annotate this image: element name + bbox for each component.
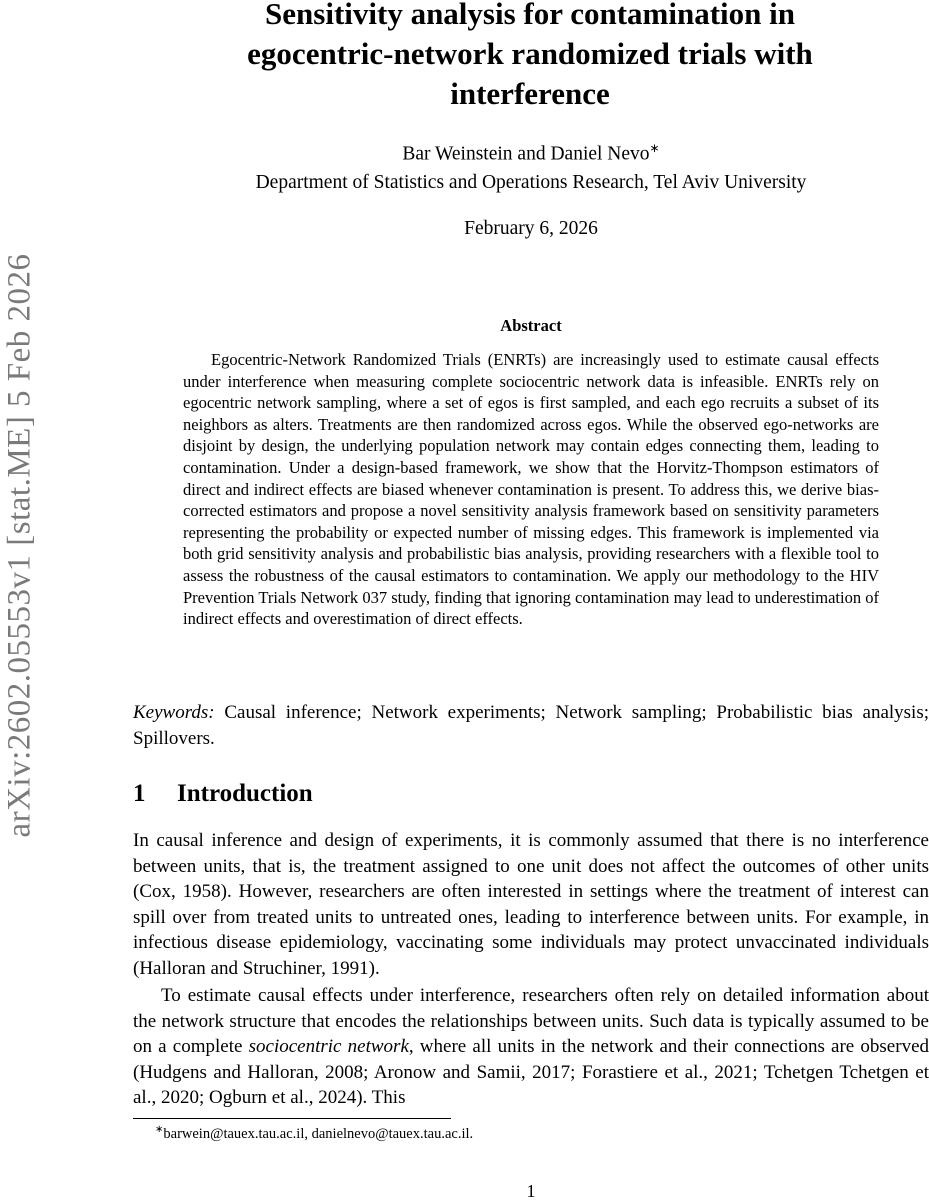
section-heading-introduction <box>133 780 929 808</box>
title-line-1: Sensitivity analysis for contamination in <box>265 0 795 31</box>
title-line-2: egocentric-network randomized trials with <box>247 36 813 71</box>
footnote-text: barwein@tauex.tau.ac.il, danielnevo@tauex.tau.ac.il. <box>163 1125 474 1142</box>
authors: Bar Weinstein and Daniel Nevo <box>402 143 650 165</box>
keywords-text: Causal inference; Network experiments; Network sampling; Probabilistic bias analysis; Spillovers. <box>133 702 929 749</box>
abstract-text: Egocentric-Network Randomized Trials (ENRTs) are increasingly used to estimate causal effects under interference when measuring complete sociocentric network data is infeasible. ENRTs rely on egocentric network sampling, where a set of egos is first sampled, and each ego recruits a subset of its neighbors as alters. Treatments are then randomized across egos. While the observed ego-networks are disjoint by design, the underlying population network may contain edges connecting them, leading to contamination. Under a design-based framework, we show that the Horvitz-Thompson estimators of direct and indirect effects are biased whenever contamination is present. To address this, we derive bias-corrected estimators and propose a novel sensitivity analysis framework based on sensitivity parameters representing the probability or expected number of missing edges. This framework is implemented via both grid sensitivity analysis and probabilistic bias analysis, providing researchers with a flexible tool to assess the robustness of the causal estimators to contamination. We apply our methodology to the HIV Prevention Trials Network 037 study, finding that ignoring contamination may lead to underestimation of indirect effects and overestimation of direct effects. <box>183 350 879 629</box>
intro-paragraph-2 <box>133 983 929 1111</box>
intro-paragraph-2-emphasis: sociocentric network <box>248 1036 409 1058</box>
footnote-rule <box>133 1118 451 1119</box>
intro-paragraph-1: In causal inference and design of experiments, it is commonly assumed that there is no interference between units, that is, the treatment assigned to one unit does not affect the outcomes of other units (Cox, 1958). However, researchers are often interested in settings where the treatment of interest can spill over from treated units to untreated ones, leading to interference between units. For example, in infectious disease epidemiology, vaccinating some individuals may protect unvaccinated individuals (Halloran and Struchiner, 1991). <box>133 830 929 979</box>
author-footnote-mark: ∗ <box>649 141 660 155</box>
paper-title <box>160 0 900 114</box>
abstract-heading: Abstract <box>500 316 562 335</box>
author-line <box>133 141 929 166</box>
section-number: 1 <box>133 780 146 807</box>
date: February 6, 2026 <box>464 218 598 239</box>
keywords <box>133 700 929 751</box>
affiliation: Department of Statistics and Operations Research, Tel Aviv University <box>255 172 807 193</box>
footnote <box>155 1124 915 1143</box>
section-title: Introduction <box>177 780 313 807</box>
arxiv-identifier-stamp <box>0 218 40 873</box>
page-number: 1 <box>526 1181 536 1201</box>
arxiv-identifier-text: arXiv:2602.05553v1 [stat.ME] 5 Feb 2026 <box>1 253 38 838</box>
intro-paragraph-2-part-a: To estimate causal effects under interference, researchers often rely on detailed information about the network structure that encodes the relationships between units. Such data is typically assumed to be on a complete <box>133 985 929 1058</box>
title-line-3: interference <box>450 76 610 111</box>
footnote-mark: ∗ <box>155 1124 164 1135</box>
keywords-label: Keywords: <box>133 702 215 723</box>
intro-paragraph-2-part-b: , where all units in the network and their connections are observed (Hudgens and Halloran, 2008; Aronow and Samii, 2017; Forastiere et al., 2021; Tchetgen Tchetgen et al., 2020; Ogburn et al., 2024). This <box>133 1036 929 1109</box>
